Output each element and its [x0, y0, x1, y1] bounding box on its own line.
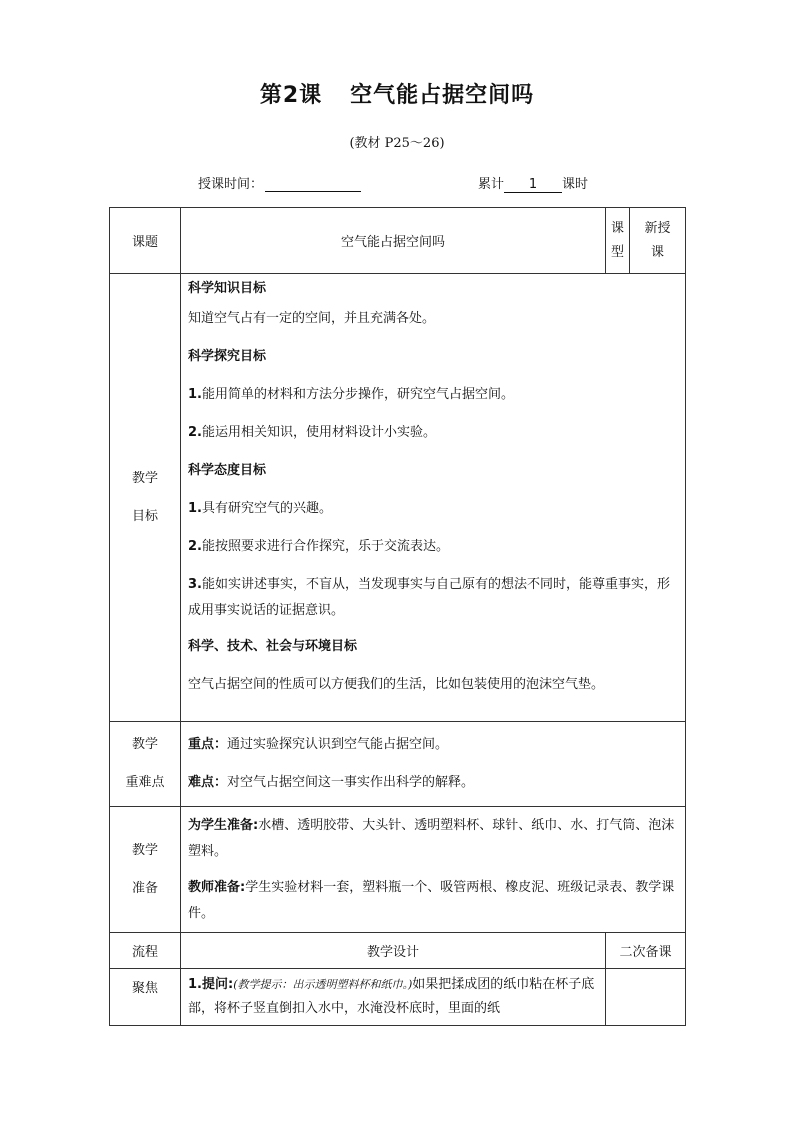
lesson-type-label	[606, 208, 630, 274]
attitude-goal-1: 1.具有研究空气的兴趣。	[188, 501, 332, 516]
lesson-time-blank	[265, 177, 361, 192]
attitude-goal-title: 科学态度目标	[188, 463, 267, 478]
key-points-content	[181, 722, 686, 807]
lesson-time-field	[198, 173, 361, 192]
page-title	[0, 78, 794, 109]
goals-label	[110, 274, 181, 722]
total-hours-field	[478, 173, 588, 193]
lesson-plan-table	[109, 207, 686, 1026]
attitude-goal-3: 3.能如实讲述事实，不盲从，当发现事实与自己原有的想法不同时，能尊重事实，形成用事实说话的证据意识。	[188, 577, 670, 618]
goals-label-2: 目标	[131, 508, 158, 524]
lesson-type-value-1: 新授	[644, 220, 671, 236]
stse-goal-title: 科学、技术、社会与环境目标	[188, 639, 358, 654]
lesson-title: 空气能占据空间吗	[350, 83, 535, 108]
row-key-points	[110, 722, 686, 807]
key-points-label	[110, 722, 181, 807]
key-point: 重点：通过实验探究认识到空气能占据空间。	[188, 737, 449, 752]
focus-question: 1.提问:(教学提示：出示透明塑料杯和纸巾。)如果把揉成团的纸巾粘在杯子底部，将杯子竖直倒扣入水中，水淹没杯底时，里面的纸	[188, 977, 595, 1016]
teacher-preparation: 教师准备:学生实验材料一套，塑料瓶一个、吸管两根、橡皮泥、班级记录表、教学课件。	[188, 879, 675, 921]
focus-label: 聚焦	[110, 969, 181, 1026]
row-flow-header	[110, 933, 686, 969]
preparation-label-1: 教学	[131, 842, 158, 858]
attitude-goal-2: 2.能按照要求进行合作探究，乐于交流表达。	[188, 539, 449, 554]
goals-label-1: 教学	[131, 470, 158, 486]
row-topic	[110, 208, 686, 274]
preparation-label	[110, 807, 181, 933]
inquiry-goal-1: 1.能用简单的材料和方法分步操作，研究空气占据空间。	[188, 387, 514, 402]
second-prep-label: 二次备课	[606, 933, 686, 969]
flow-label: 流程	[110, 933, 181, 969]
total-value: 1	[504, 177, 562, 193]
inquiry-goal-title: 科学探究目标	[188, 349, 267, 364]
lesson-type-value	[630, 208, 686, 274]
lesson-number: 第2课	[259, 83, 323, 108]
row-focus	[110, 969, 686, 1026]
stse-goal-1: 空气占据空间的性质可以方便我们的生活，比如包装使用的泡沫空气垫。	[188, 677, 605, 692]
student-preparation: 为学生准备:水槽、透明胶带、大头针、透明塑料杯、球针、纸巾、水、打气筒、泡沫塑料。	[188, 817, 675, 859]
difficult-point: 难点：对空气占据空间这一事实作出科学的解释。	[188, 775, 475, 790]
design-label: 教学设计	[181, 933, 606, 969]
lesson-type-value-2: 课	[650, 244, 664, 260]
goals-content	[181, 274, 686, 722]
key-points-label-2: 重难点	[125, 775, 165, 790]
lesson-type-label-1: 课	[610, 220, 624, 236]
total-suffix: 课时	[562, 177, 589, 192]
total-prefix: 累计	[478, 177, 505, 192]
lesson-type-label-2: 型	[610, 244, 624, 260]
focus-second-prep	[606, 969, 686, 1026]
preparation-label-2: 准备	[131, 880, 158, 896]
topic-value: 空气能占据空间吗	[181, 208, 606, 274]
lesson-time-label: 授课时间：	[198, 177, 264, 192]
textbook-reference: (教材 P25～26)	[349, 136, 445, 151]
knowledge-goal-title: 科学知识目标	[188, 281, 267, 296]
row-goals	[110, 274, 686, 722]
key-points-label-1: 教学	[131, 737, 158, 752]
row-preparation	[110, 807, 686, 933]
preparation-content	[181, 807, 686, 933]
inquiry-goal-2: 2.能运用相关知识，使用材料设计小实验。	[188, 425, 436, 440]
focus-content	[181, 969, 606, 1026]
knowledge-goal-1: 知道空气占有一定的空间，并且充满各处。	[188, 311, 436, 326]
topic-label: 课题	[110, 208, 181, 274]
